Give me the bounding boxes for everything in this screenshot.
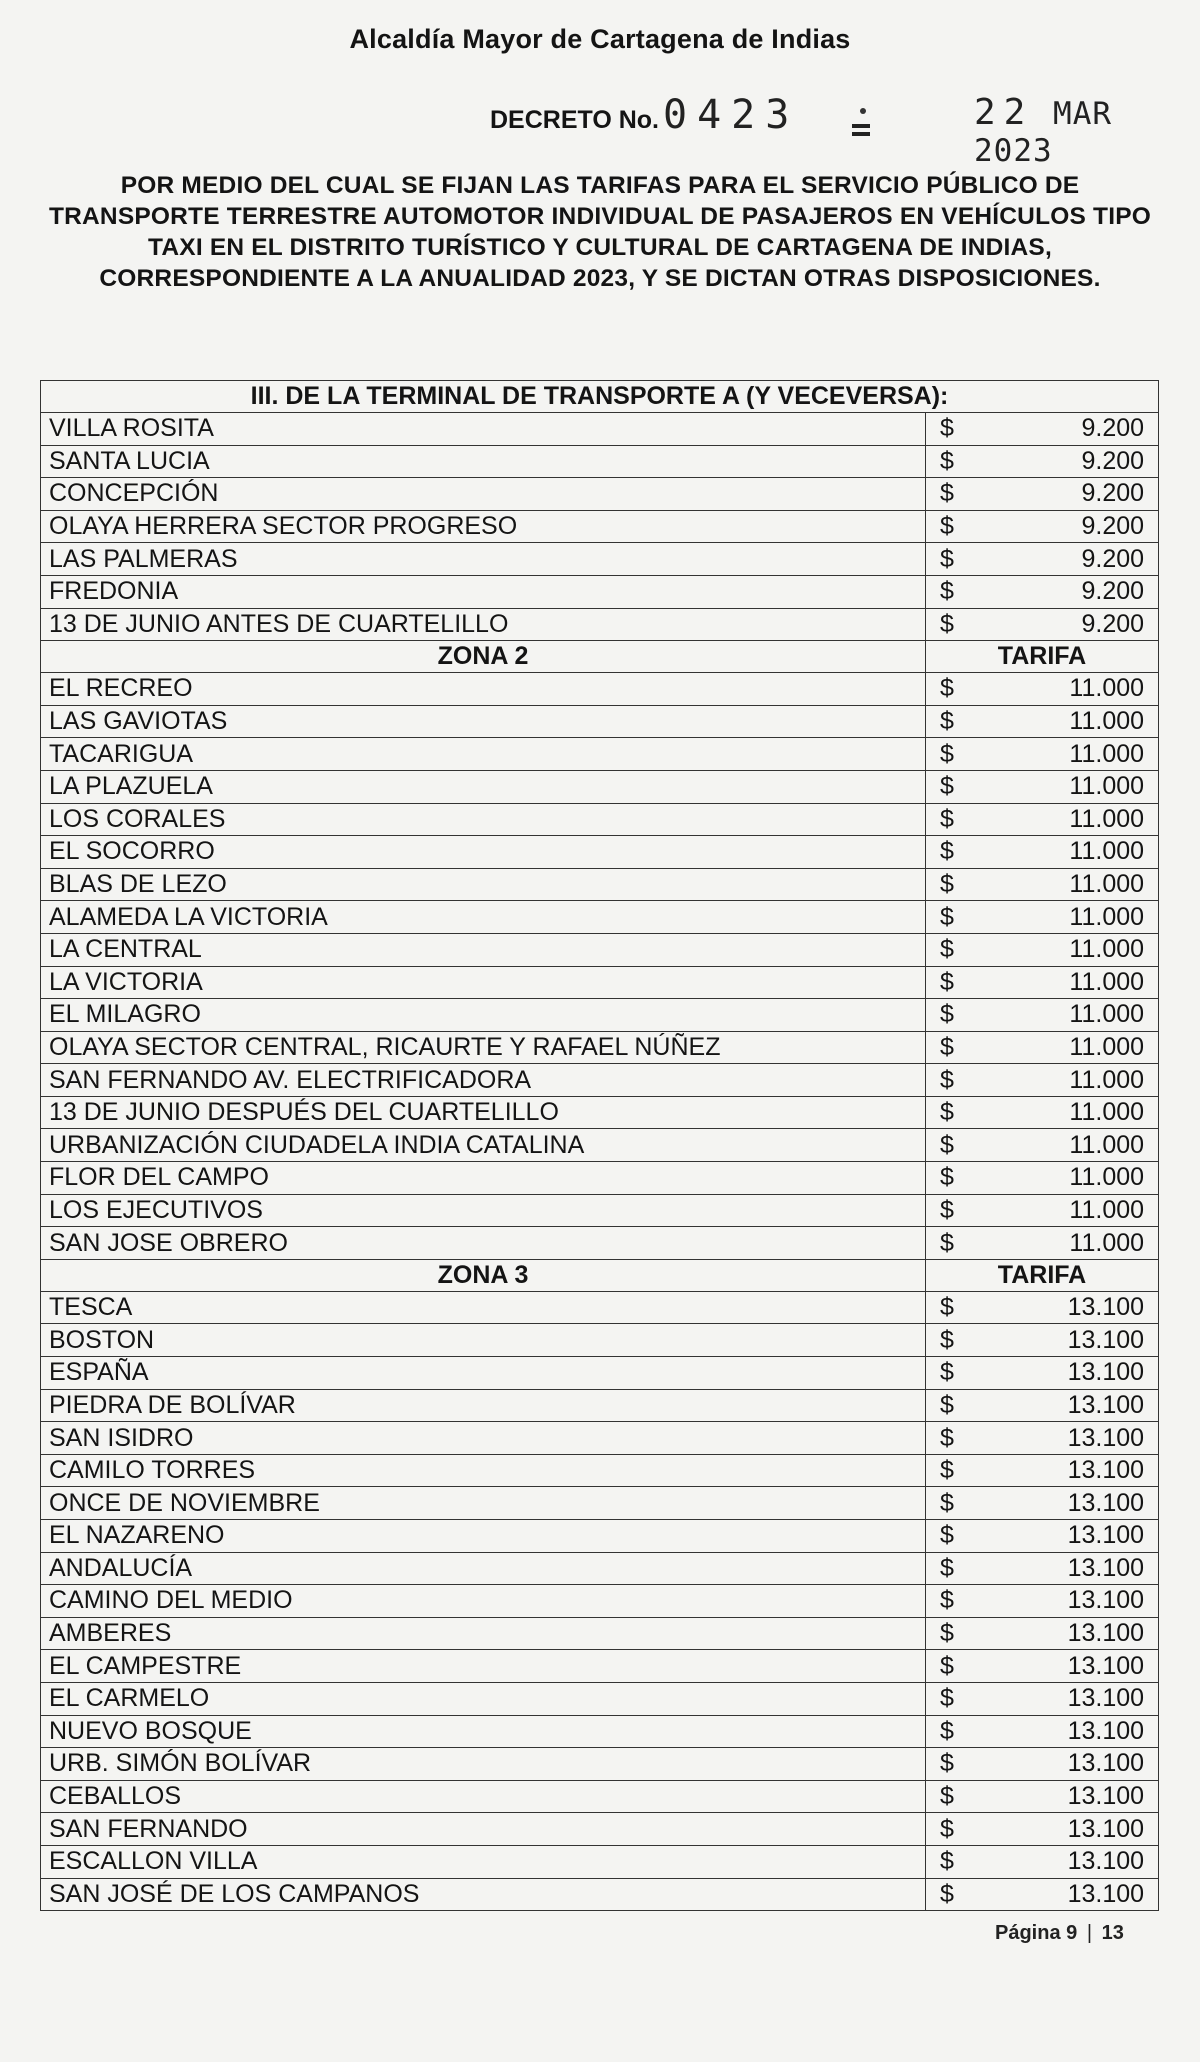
section-header-row [41,381,1159,413]
neighborhood-name: ANDALUCÍA [41,1552,926,1585]
tariff-value: 13.100 [996,1389,1159,1422]
table-row [41,1845,1159,1878]
tariff-value: 13.100 [996,1617,1159,1650]
tariff-value: 13.100 [996,1650,1159,1683]
stamp-dot-mark [860,108,866,114]
currency-symbol: $ [926,1422,996,1455]
neighborhood-name: FREDONIA [41,575,926,608]
tariff-value: 13.100 [996,1845,1159,1878]
currency-symbol: $ [926,1780,996,1813]
neighborhood-name: CAMINO DEL MEDIO [41,1585,926,1618]
office-title: Alcaldía Mayor de Cartagena de Indias [349,24,851,54]
currency-symbol: $ [926,575,996,608]
tariff-value: 11.000 [996,1129,1159,1162]
table-row [41,510,1159,543]
neighborhood-name: OLAYA SECTOR CENTRAL, RICAURTE Y RAFAEL NÚÑEZ [41,1031,926,1064]
decree-day: 22 [974,92,1034,133]
currency-symbol: $ [926,510,996,543]
zone-2-title: ZONA 2 [41,641,926,673]
tariff-value: 11.000 [996,1162,1159,1195]
tariff-value: 11.000 [996,1031,1159,1064]
neighborhood-name: LA VICTORIA [41,966,926,999]
currency-symbol: $ [926,1357,996,1390]
currency-symbol: $ [926,1715,996,1748]
decree-subject: POR MEDIO DEL CUAL SE FIJAN LAS TARIFAS PARA EL SERVICIO PÚBLICO DE TRANSPORTE TERRESTRE AUTOMOTOR INDIVIDUAL DE PASAJEROS EN VEHÍCULOS TIPO TAXI EN EL DISTRITO TURÍSTICO Y CULTURAL DE CARTAGENA DE INDIAS, CORRESPONDIENTE A LA ANUALIDAD 2023, Y SE DICTAN OTRAS DISPOSICIONES. [48,172,1152,292]
table-row [41,1813,1159,1846]
table-row [41,1324,1159,1357]
page-number-label: Página 9 [995,1922,1078,1944]
neighborhood-name: 13 DE JUNIO DESPUÉS DEL CUARTELILLO [41,1096,926,1129]
tariff-value: 13.100 [996,1552,1159,1585]
currency-symbol: $ [926,1552,996,1585]
neighborhood-name: ESPAÑA [41,1357,926,1390]
currency-symbol: $ [926,803,996,836]
table-row [41,445,1159,478]
tariff-table [40,380,1159,1911]
decree-number: 0423 [663,92,800,138]
neighborhood-name: SAN JOSÉ DE LOS CAMPANOS [41,1878,926,1911]
tariff-value: 11.000 [996,1227,1159,1260]
table-row [41,673,1159,706]
tariff-value: 9.200 [996,575,1159,608]
currency-symbol: $ [926,1291,996,1324]
zone-3-header-row [41,1259,1159,1291]
neighborhood-name: SAN FERNANDO [41,1813,926,1846]
tariff-value: 13.100 [996,1454,1159,1487]
currency-symbol: $ [926,1096,996,1129]
table-row [41,1096,1159,1129]
currency-symbol: $ [926,1194,996,1227]
currency-symbol: $ [926,1650,996,1683]
table-row [41,1487,1159,1520]
neighborhood-name: LOS EJECUTIVOS [41,1194,926,1227]
tariff-value: 9.200 [996,445,1159,478]
tariff-value: 11.000 [996,933,1159,966]
neighborhood-name: EL RECREO [41,673,926,706]
currency-symbol: $ [926,1031,996,1064]
currency-symbol: $ [926,705,996,738]
tariff-value: 11.000 [996,1096,1159,1129]
neighborhood-name: CONCEPCIÓN [41,478,926,511]
table-row [41,413,1159,446]
table-row [41,1357,1159,1390]
table-row [41,575,1159,608]
tariff-value: 11.000 [996,803,1159,836]
decree-date [974,92,1200,169]
currency-symbol: $ [926,1129,996,1162]
neighborhood-name: URBANIZACIÓN CIUDADELA INDIA CATALINA [41,1129,926,1162]
neighborhood-name: PIEDRA DE BOLÍVAR [41,1389,926,1422]
tariff-value: 11.000 [996,738,1159,771]
currency-symbol: $ [926,933,996,966]
table-row [41,1617,1159,1650]
table-row [41,803,1159,836]
currency-symbol: $ [926,770,996,803]
currency-symbol: $ [926,966,996,999]
table-row [41,1585,1159,1618]
table-row [41,1291,1159,1324]
currency-symbol: $ [926,1227,996,1260]
stamp-equals-mark [852,124,870,134]
neighborhood-name: VILLA ROSITA [41,413,926,446]
table-row [41,901,1159,934]
currency-symbol: $ [926,1813,996,1846]
tariff-value: 11.000 [996,868,1159,901]
tariff-value: 11.000 [996,901,1159,934]
currency-symbol: $ [926,1585,996,1618]
currency-symbol: $ [926,1487,996,1520]
table-row [41,966,1159,999]
table-row [41,1162,1159,1195]
tariff-value: 11.000 [996,1194,1159,1227]
currency-symbol: $ [926,901,996,934]
neighborhood-name: SAN JOSE OBRERO [41,1227,926,1260]
table-row [41,705,1159,738]
zone-2-header-row [41,641,1159,673]
table-row [41,1715,1159,1748]
table-row [41,1129,1159,1162]
neighborhood-name: SAN ISIDRO [41,1422,926,1455]
table-row [41,1194,1159,1227]
neighborhood-name: EL CARMELO [41,1682,926,1715]
table-row [41,933,1159,966]
table-row [41,1780,1159,1813]
decree-month-year: MAR 2023 [974,96,1113,169]
currency-symbol: $ [926,543,996,576]
table-row [41,608,1159,641]
table-row [41,1031,1159,1064]
neighborhood-name: EL NAZARENO [41,1520,926,1553]
currency-symbol: $ [926,413,996,446]
tariff-value: 9.200 [996,413,1159,446]
tariff-column-label: TARIFA [926,641,1159,673]
tariff-value: 9.200 [996,543,1159,576]
currency-symbol: $ [926,1064,996,1097]
currency-symbol: $ [926,1520,996,1553]
neighborhood-name: LAS PALMERAS [41,543,926,576]
neighborhood-name: AMBERES [41,1617,926,1650]
decree-line [490,92,799,138]
total-pages: 13 [1101,1922,1124,1944]
tariff-value: 13.100 [996,1291,1159,1324]
currency-symbol: $ [926,1389,996,1422]
tariff-value: 13.100 [996,1878,1159,1911]
currency-symbol: $ [926,478,996,511]
neighborhood-name: CAMILO TORRES [41,1454,926,1487]
currency-symbol: $ [926,673,996,706]
neighborhood-name: OLAYA HERRERA SECTOR PROGRESO [41,510,926,543]
tariff-value: 11.000 [996,705,1159,738]
neighborhood-name: EL SOCORRO [41,836,926,869]
currency-symbol: $ [926,1454,996,1487]
currency-symbol: $ [926,1682,996,1715]
neighborhood-name: SAN FERNANDO AV. ELECTRIFICADORA [41,1064,926,1097]
neighborhood-name: TACARIGUA [41,738,926,771]
currency-symbol: $ [926,999,996,1032]
currency-symbol: $ [926,445,996,478]
neighborhood-name: URB. SIMÓN BOLÍVAR [41,1748,926,1781]
currency-symbol: $ [926,1162,996,1195]
table-row [41,1227,1159,1260]
tariff-value: 11.000 [996,966,1159,999]
currency-symbol: $ [926,1617,996,1650]
tariff-value: 11.000 [996,999,1159,1032]
zone-3-title: ZONA 3 [41,1259,926,1291]
neighborhood-name: NUEVO BOSQUE [41,1715,926,1748]
neighborhood-name: CEBALLOS [41,1780,926,1813]
table-row [41,1389,1159,1422]
currency-symbol: $ [926,836,996,869]
neighborhood-name: BLAS DE LEZO [41,868,926,901]
neighborhood-name: ALAMEDA LA VICTORIA [41,901,926,934]
neighborhood-name: SANTA LUCIA [41,445,926,478]
tariff-column-label: TARIFA [926,1259,1159,1291]
table-row [41,836,1159,869]
tariff-value: 13.100 [996,1682,1159,1715]
table-row [41,738,1159,771]
tariff-value: 13.100 [996,1780,1159,1813]
tariff-value: 13.100 [996,1813,1159,1846]
currency-symbol: $ [926,1878,996,1911]
tariff-value: 13.100 [996,1487,1159,1520]
table-row [41,1682,1159,1715]
tariff-value: 13.100 [996,1422,1159,1455]
table-row [41,478,1159,511]
tariff-value: 13.100 [996,1715,1159,1748]
tariff-value: 9.200 [996,510,1159,543]
table-row [41,868,1159,901]
tariff-value: 11.000 [996,770,1159,803]
neighborhood-name: EL MILAGRO [41,999,926,1032]
neighborhood-name: BOSTON [41,1324,926,1357]
tariff-value: 13.100 [996,1520,1159,1553]
currency-symbol: $ [926,1748,996,1781]
table-row [41,1748,1159,1781]
table-row [41,1454,1159,1487]
tariff-value: 11.000 [996,836,1159,869]
table-row [41,1878,1159,1911]
neighborhood-name: EL CAMPESTRE [41,1650,926,1683]
currency-symbol: $ [926,868,996,901]
currency-symbol: $ [926,1324,996,1357]
tariff-value: 13.100 [996,1748,1159,1781]
neighborhood-name: 13 DE JUNIO ANTES DE CUARTELILLO [41,608,926,641]
table-row [41,1064,1159,1097]
tariff-value: 11.000 [996,1064,1159,1097]
page-separator: | [1086,1922,1093,1944]
neighborhood-name: ESCALLON VILLA [41,1845,926,1878]
table-row [41,1520,1159,1553]
tariff-value: 9.200 [996,478,1159,511]
tariff-value: 13.100 [996,1324,1159,1357]
currency-symbol: $ [926,1845,996,1878]
table-row [41,543,1159,576]
table-row [41,999,1159,1032]
neighborhood-name: TESCA [41,1291,926,1324]
neighborhood-name: LOS CORALES [41,803,926,836]
tariff-value: 9.200 [996,608,1159,641]
tariff-value: 11.000 [996,673,1159,706]
section-title: III. DE LA TERMINAL DE TRANSPORTE A (Y VECEVERSA): [41,381,1159,413]
neighborhood-name: LA CENTRAL [41,933,926,966]
tariff-value: 13.100 [996,1357,1159,1390]
currency-symbol: $ [926,608,996,641]
neighborhood-name: FLOR DEL CAMPO [41,1162,926,1195]
page-footer [995,1922,1124,1945]
table-row [41,1552,1159,1585]
neighborhood-name: ONCE DE NOVIEMBRE [41,1487,926,1520]
neighborhood-name: LAS GAVIOTAS [41,705,926,738]
table-row [41,1650,1159,1683]
table-row [41,770,1159,803]
table-row [41,1422,1159,1455]
currency-symbol: $ [926,738,996,771]
tariff-value: 13.100 [996,1585,1159,1618]
neighborhood-name: LA PLAZUELA [41,770,926,803]
decree-label: DECRETO No. [490,106,659,134]
